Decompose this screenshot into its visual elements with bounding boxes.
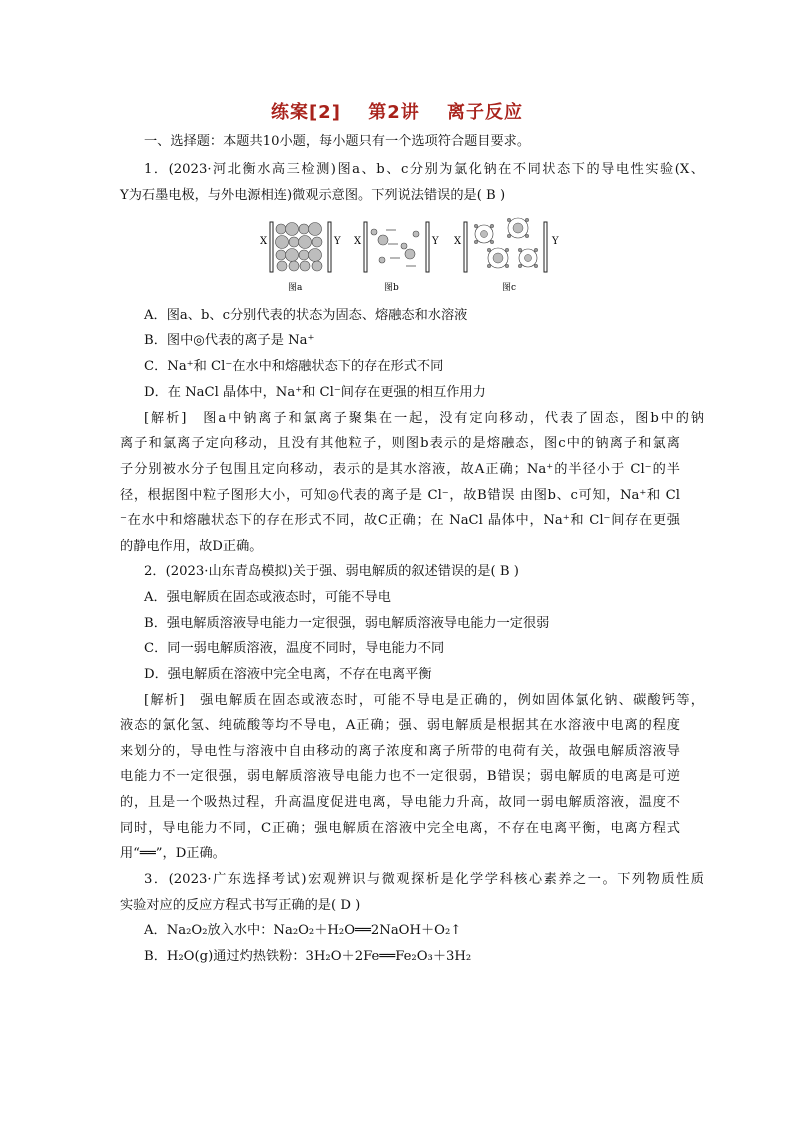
q1-explanation-line: 径，根据图中粒子图形大小，可知◎代表的离子是 Cl⁻，故B错误 由图b、c可知，Na⁺和 Cl <box>120 488 680 503</box>
title-lecture: 第2讲 <box>368 102 420 123</box>
q1-explanation-line: 的静电作用，故D正确。 <box>120 539 263 554</box>
fig-a-caption: 图a <box>288 283 303 293</box>
fig-a-y-label: Y <box>334 236 341 247</box>
fig-b-x-label: X <box>354 236 362 247</box>
q2-explanation-line: 液态的氯化氢、纯硫酸等均不导电，A正确；强、弱电解质是根据其在水溶液中电离的程度 <box>120 718 680 733</box>
q2-option-d: D．强电解质在溶液中完全电离，不存在电离平衡 <box>144 667 432 682</box>
title-exercise: 练案[2] <box>270 102 341 123</box>
q2-option-a: A．强电解质在固态或液态时，可能不导电 <box>144 590 391 605</box>
figure-a <box>260 222 341 293</box>
q2-option-b: B．强电解质溶液导电能力一定很强，弱电解质溶液导电能力一定很弱 <box>144 616 550 631</box>
q1-option-d: D．在 NaCl 晶体中，Na⁺和 Cl⁻间存在更强的相互作用力 <box>144 385 486 400</box>
fig-a-x-label: X <box>260 236 268 247</box>
fig-c-caption: 图c <box>502 283 517 293</box>
q2-explanation-line: [解析] 强电解质在固态或液态时，可能不导电是正确的，例如固体氯化钠、碳酸钙等， <box>144 693 704 708</box>
title-topic: 离子反应 <box>447 102 524 123</box>
fig-b-caption: 图b <box>384 283 399 293</box>
q3-stem-line2: 实验对应的反应方程式书写正确的是( D ) <box>120 898 361 913</box>
q3-option-b: B．H₂O(g)通过灼热铁粉：3H₂O＋2Fe══Fe₂O₃＋3H₂ <box>144 949 472 964</box>
q1-explanation-line: 子分别被水分子包围且定向移动，表示的是其水溶液，故A正确；Na⁺的半径小于 Cl⁻的半 <box>120 462 680 477</box>
q1-option-b: B．图中◎代表的离子是 Na⁺ <box>144 333 315 348</box>
q3-stem-line1: 3．(2023·广东选择考试)宏观辨识与微观探析是化学学科核心素养之一。下列物质性质 <box>144 872 704 887</box>
q2-explanation-line: 用“══”，D正确。 <box>120 846 226 861</box>
q2-option-c: C．同一弱电解质溶液，温度不同时，导电能力不同 <box>144 641 445 656</box>
figure-c <box>454 218 559 293</box>
q1-option-a: A．图a、b、c分别代表的状态为固态、熔融态和水溶液 <box>144 308 468 323</box>
q3-option-a: A．Na₂O₂放入水中：Na₂O₂＋H₂O══2NaOH＋O₂↑ <box>144 923 462 938</box>
q2-explanation-line: 的，且是一个吸热过程，升高温度促进电离，导电能力升高，故同一弱电解质溶液，温度不 <box>120 795 680 810</box>
figure-b <box>354 222 439 293</box>
conductivity-figure <box>258 214 568 294</box>
q1-explanation-line: [解析] 图a中钠离子和氯离子聚集在一起，没有定向移动，代表了固态，图b中的钠 <box>144 411 704 426</box>
q2-explanation-line: 电能力不一定很强，弱电解质溶液导电能力也不一定很弱，B错误；弱电解质的电离是可逆 <box>120 769 680 784</box>
q1-option-c: C．Na⁺和 Cl⁻在水中和熔融状态下的存在形式不同 <box>144 359 444 374</box>
q2-explanation-line: 来划分的，导电性与溶液中自由移动的离子浓度和离子所带的电荷有关，故强电解质溶液导 <box>120 744 680 759</box>
fig-c-x-label: X <box>454 236 462 247</box>
q2-stem: 2．(2023·山东青岛模拟)关于强、弱电解质的叙述错误的是( B ) <box>144 564 519 579</box>
fig-b-y-label: Y <box>432 236 439 247</box>
q2-explanation-line: 同时，导电能力不同，C正确；强电解质在溶液中完全电离，不存在电离平衡，电离方程式 <box>120 821 680 836</box>
q1-explanation-line: ⁻在水中和熔融状态下的存在形式不同，故C正确；在 NaCl 晶体中，Na⁺和 Cl⁻间存在更强 <box>120 513 680 528</box>
q1-explanation-line: 离子和氯离子定向移动，且没有其他粒子，则图b表示的是熔融态，图c中的钠离子和氯离 <box>120 436 680 451</box>
fig-c-y-label: Y <box>552 236 559 247</box>
section-heading: 一、选择题：本题共10小题，每小题只有一个选项符合题目要求。 <box>144 134 531 149</box>
page-title <box>0 98 794 124</box>
q1-stem-line2: Y为石墨电极，与外电源相连)微观示意图。下列说法错误的是( B ) <box>120 188 506 203</box>
q1-stem-line1: 1．(2023·河北衡水高三检测)图a、b、c分别为氯化钠在不同状态下的导电性实验(X、 <box>144 162 704 177</box>
